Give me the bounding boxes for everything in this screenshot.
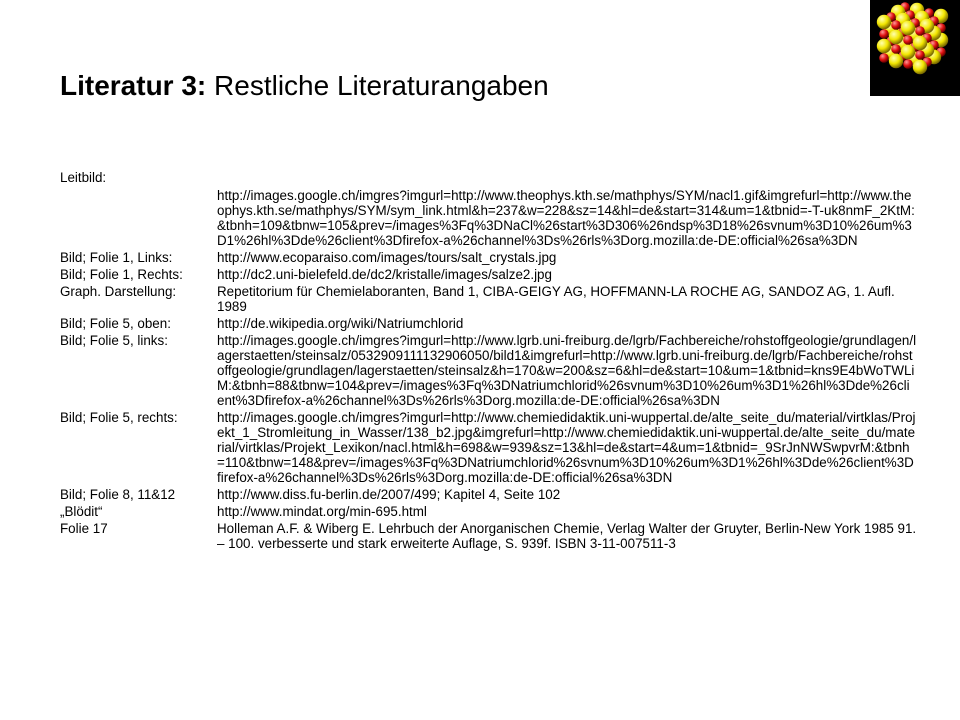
sodium-ion <box>915 26 925 36</box>
nacl-crystal-lattice-icon <box>870 0 960 96</box>
chloride-ion <box>901 45 915 59</box>
reference-source: http://www.mindat.org/min-695.html <box>217 504 427 519</box>
chloride-ion <box>913 60 927 74</box>
reference-row <box>60 521 920 551</box>
reference-list <box>60 170 920 553</box>
chloride-ion <box>901 21 915 35</box>
sodium-ion <box>891 44 901 54</box>
reference-source: http://de.wikipedia.org/wiki/Natriumchlorid <box>217 316 464 331</box>
chloride-ion <box>913 36 927 50</box>
reference-source: Repetitorium für Chemielaboranten, Band 1, CIBA-GEIGY AG, HOFFMANN-LA ROCHE AG, SANDOZ AG, 1. Aufl. 1989 <box>217 284 895 314</box>
leitbild-url: http://images.google.ch/imgres?imgurl=http://www.theophys.kth.se/mathphys/SYM/nacl1.gif&imgrefurl=http://www.theophys.kth.se/mathphys/SYM/sym_link.html&h=237&w=228&sz=14&hl=de&start=314&um=1&tbnid=-T-uk8nmF_2KtM:&tbnh=109&tbnw=105&prev=/images%3Fq%3DNaCl%26start%3D306%26ndsp%3D18%26svnum%3D10%26um%3D1%26hl%3Dde%26client%3Dfirefox-a%26channel%3Ds%26rls%3Dorg.mozilla:de-DE:official%26sa%3DN <box>217 188 915 248</box>
reference-row <box>60 333 920 408</box>
sodium-ion <box>891 20 901 30</box>
reference-label: Graph. Darstellung: <box>60 284 177 299</box>
reference-source: http://images.google.ch/imgres?imgurl=http://www.lgrb.uni-freiburg.de/lgrb/Fachbereiche/rohstoffgeologie/grundlagen/lagerstaetten/steinsalz/0532909111132906050/bild1&imgrefurl=http://www.lgrb.uni-freiburg.de/lgrb/Fachbereiche/rohstoffgeologie/grundlagen/lagerstaetten/steinsalz&h=170&w=200&sz=6&hl=de&start=10&um=1&tbnid=kns9E4bWoTWLiM:&tbnh=88&tbnw=104&prev=/images%3Fq%3DNatriumchlorid%26svnum%3D10%26um%3D1%26hl%3Dde%26client%3Dfirefox-a%26channel%3Ds%26rls%3Dorg.mozilla:de-DE:official%26sa%3DN <box>217 333 917 408</box>
sodium-ion <box>903 59 913 69</box>
title-bold: Literatur 3: <box>60 70 207 101</box>
reference-source: http://www.ecoparaiso.com/images/tours/salt_crystals.jpg <box>217 250 557 265</box>
leitbild-label: Leitbild: <box>60 170 107 185</box>
reference-label: Bild; Folie 1, Rechts: <box>60 267 183 282</box>
title-rest: Restliche Literaturangaben <box>206 70 549 101</box>
reference-row <box>60 267 920 282</box>
reference-label: Bild; Folie 5, links: <box>60 333 168 348</box>
sodium-ion <box>903 35 913 45</box>
chloride-ion <box>889 30 903 44</box>
reference-source: http://images.google.ch/imgres?imgurl=http://www.chemiedidaktik.uni-wuppertal.de/alte_seite_du/material/virtklas/Projekt_1_Stromleitung_in_Wasser/138_b2.jpg&imgrefurl=http://www.chemiedidaktik.uni-wuppertal.de/alte_seite_du/material/virtklas/Projekt_Lexikon/nacl.html&h=698&w=939&sz=13&hl=de&start=4&um=1&tbnid=_9SrJnNWSwpvrM:&tbnh=110&tbnw=148&prev=/images%3Fq%3DNatriumchlorid%26svnum%3D10%26um%3D1%26hl%3Dde%26client%3Dfirefox-a%26channel%3Ds%26rls%3Dorg.mozilla:de-DE:official%26sa%3DN <box>217 410 916 485</box>
reference-source: http://www.diss.fu-berlin.de/2007/499; Kapitel 4, Seite 102 <box>217 487 561 502</box>
chloride-ion <box>889 54 903 68</box>
reference-row <box>60 284 920 314</box>
reference-label: Bild; Folie 1, Links: <box>60 250 173 265</box>
sodium-ion <box>915 50 925 60</box>
reference-row <box>60 250 920 265</box>
sodium-ion <box>879 29 889 39</box>
reference-source: http://dc2.uni-bielefeld.de/dc2/kristalle/images/salze2.jpg <box>217 267 552 282</box>
reference-row <box>60 504 920 519</box>
reference-label: Bild; Folie 5, rechts: <box>60 410 178 425</box>
reference-label: Folie 17 <box>60 521 108 536</box>
reference-label: „Blödit“ <box>60 504 103 519</box>
reference-row <box>60 487 920 502</box>
reference-label: Bild; Folie 8, 11&12 <box>60 487 176 502</box>
sodium-ion <box>879 53 889 63</box>
page-title <box>60 70 549 102</box>
reference-label: Bild; Folie 5, oben: <box>60 316 171 331</box>
chloride-ion <box>877 15 891 29</box>
reference-source: Holleman A.F. & Wiberg E. Lehrbuch der Anorganischen Chemie, Verlag Walter der Gruyter, Berlin-New York 1985 91. – 100. verbesserte und stark erweiterte Auflage, S. 939f. ISBN 3-11-007511-3 <box>217 521 917 551</box>
reference-row <box>60 410 920 485</box>
chloride-ion <box>877 39 891 53</box>
reference-row <box>60 316 920 331</box>
